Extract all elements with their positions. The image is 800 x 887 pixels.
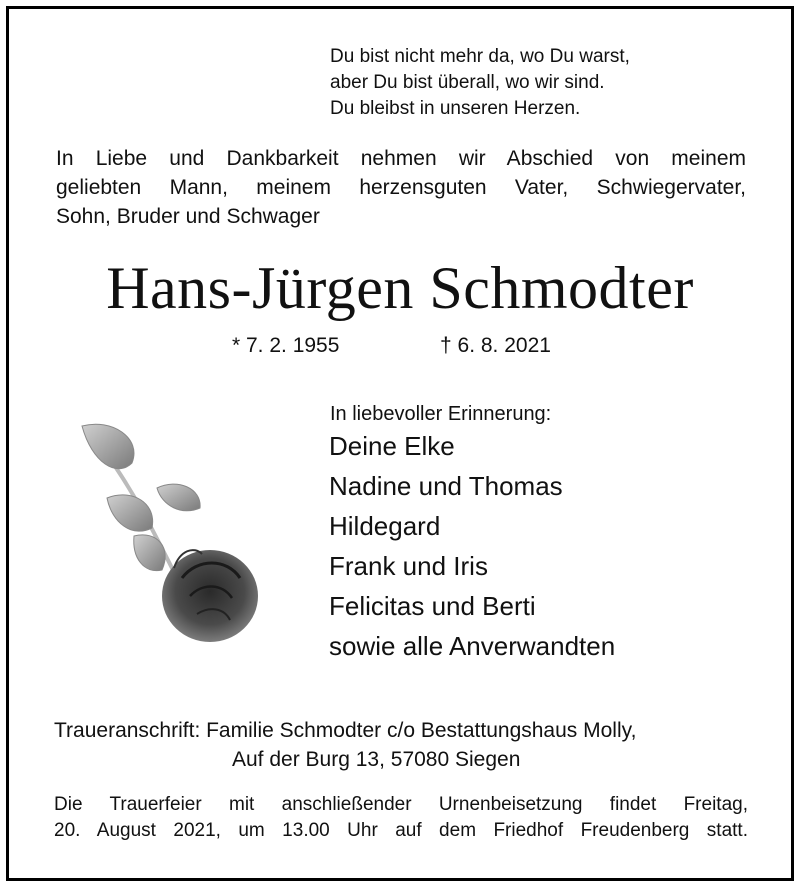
intro-text (56, 144, 746, 231)
poem-line: Du bist nicht mehr da, wo Du warst, (330, 46, 630, 67)
mourner-name: sowie alle Anverwandten (329, 631, 616, 661)
mourner-name: Deine Elke (329, 431, 455, 461)
rose-image (62, 418, 282, 658)
ceremony-info (54, 792, 748, 844)
intro-line: Sohn, Bruder und Schwager (56, 205, 320, 228)
ceremony-line: 20. August 2021, um 13.00 Uhr auf dem Friedhof Freudenberg statt. (54, 820, 748, 841)
deceased-name: Hans-Jürgen Schmodter (106, 255, 694, 321)
poem-line: aber Du bist überall, wo wir sind. (330, 72, 605, 93)
mourning-address (54, 716, 748, 774)
mourners-list (329, 426, 615, 666)
intro-line: geliebten Mann, meinem herzensguten Vater, Schwiegervater, (56, 176, 746, 199)
memory-heading: In liebevoller Erinnerung: (330, 403, 552, 425)
address-line: Traueranschrift: Familie Schmodter c/o Bestattungshaus Molly, (54, 719, 637, 742)
death-date: † 6. 8. 2021 (440, 334, 551, 357)
mourner-name: Frank und Iris (329, 551, 488, 581)
ceremony-line: Die Trauerfeier mit anschließender Urnenbeisetzung findet Freitag, (54, 794, 748, 815)
mourner-name: Nadine und Thomas (329, 471, 563, 501)
poem (330, 44, 630, 122)
poem-line: Du bleibst in unseren Herzen. (330, 98, 581, 119)
intro-line: In Liebe und Dankbarkeit nehmen wir Abschied von meinem (56, 147, 746, 170)
mourner-name: Felicitas und Berti (329, 591, 536, 621)
address-line: Auf der Burg 13, 57080 Siegen (232, 748, 521, 771)
mourner-name: Hildegard (329, 511, 441, 541)
birth-date: * 7. 2. 1955 (232, 334, 340, 357)
